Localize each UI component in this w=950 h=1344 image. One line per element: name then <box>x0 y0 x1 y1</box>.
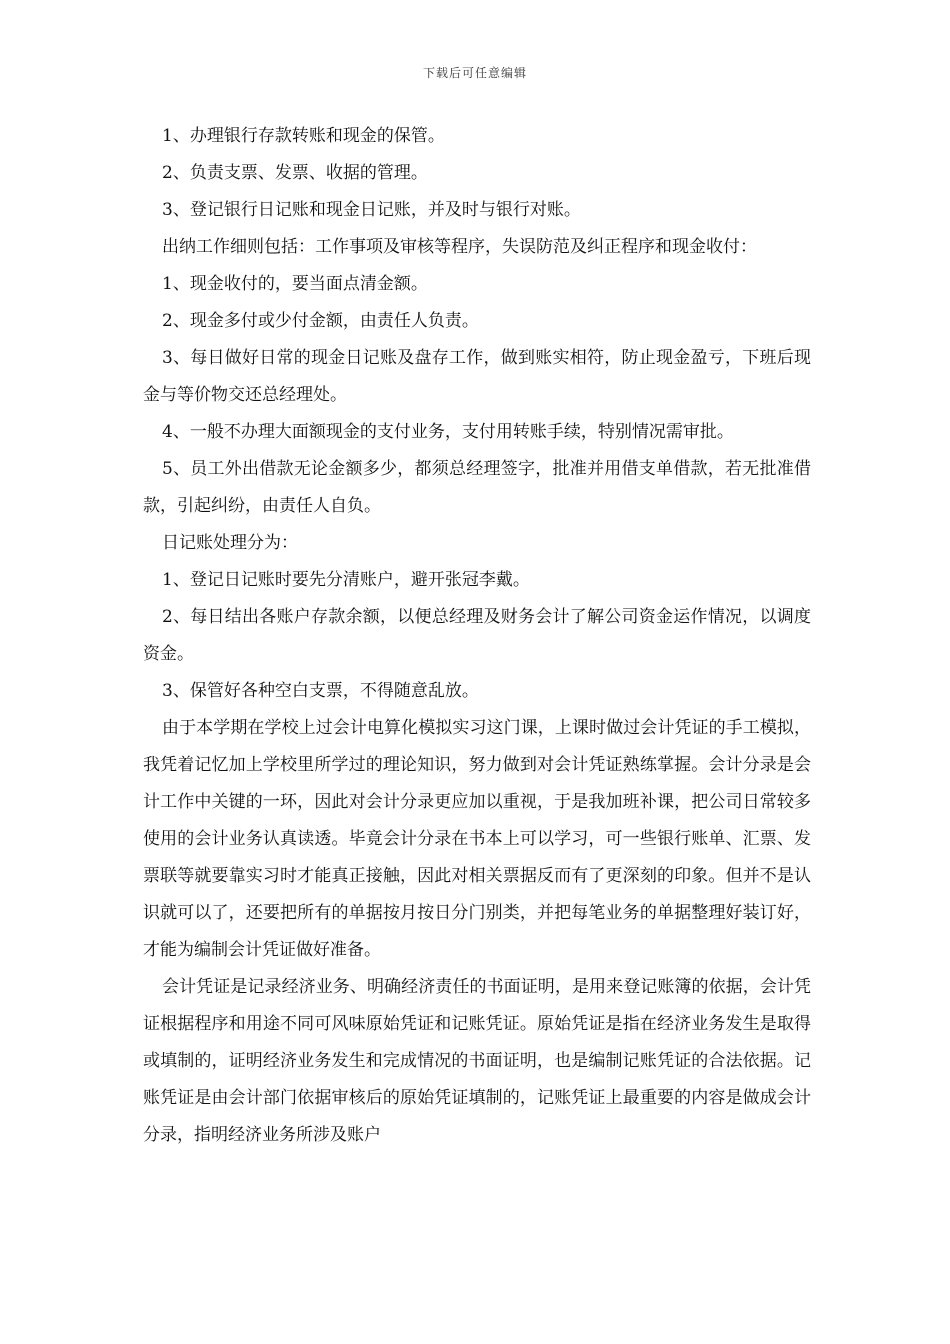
paragraph: 1、现金收付的，要当面点清金额。 <box>162 274 428 294</box>
paragraph: 出纳工作细则包括：工作事项及审核等程序，失误防范及纠正程序和现金收付： <box>162 237 757 257</box>
paragraph: 日记账处理分为： <box>162 533 298 553</box>
paragraph: 4、一般不办理大面额现金的支付业务，支付用转账手续，特别情况需审批。 <box>162 422 734 442</box>
paragraph: 1、登记日记账时要先分清账户，避开张冠李戴。 <box>162 570 530 590</box>
paragraph: 3、登记银行日记账和现金日记账，并及时与银行对账。 <box>162 200 581 220</box>
paragraph: 3、每日做好日常的现金日记账及盘存工作，做到账实相符，防止现金盈亏，下班后现金与等价物交还总经理处。 <box>143 348 811 405</box>
paragraph: 5、员工外出借款无论金额多少，都须总经理签字，批准并用借支单借款，若无批准借款，引起纠纷，由责任人自负。 <box>143 459 811 516</box>
paragraph: 会计凭证是记录经济业务、明确经济责任的书面证明，是用来登记账簿的依据，会计凭证根据程序和用途不同可风味原始凭证和记账凭证。原始凭证是指在经济业务发生是取得或填制的，证明经济业务发生和完成情况的书面证明，也是编制记账凭证的合法依据。记账凭证是由会计部门依据审核后的原始凭证填制的，记账凭证上最重要的内容是做成会计分录，指明经济业务所涉及账户 <box>143 977 811 1145</box>
paragraph: 2、每日结出各账户存款余额，以便总经理及财务会计了解公司资金运作情况，以调度资金。 <box>143 607 811 664</box>
page-header: 下载后可任意编辑 <box>422 66 527 80</box>
paragraph: 由于本学期在学校上过会计电算化模拟实习这门课，上课时做过会计凭证的手工模拟，我凭着记忆加上学校里所学过的理论知识，努力做到对会计凭证熟练掌握。会计分录是会计工作中关键的一环，因此对会计分录更应加以重视，于是我加班补课，把公司日常较多使用的会计业务认真读透。毕竟会计分录在书本上可以学习，可一些银行账单、汇票、发票联等就要靠实习时才能真正接触，因此对相关票据反而有了更深刻的印象。但并不是认识就可以了，还要把所有的单据按月按日分门别类，并把每笔业务的单据整理好装订好，才能为编制会计凭证做好准备。 <box>143 718 811 960</box>
document-body <box>143 118 811 1154</box>
paragraph: 3、保管好各种空白支票，不得随意乱放。 <box>162 681 479 701</box>
paragraph: 2、现金多付或少付金额，由责任人负责。 <box>162 311 479 331</box>
paragraph: 2、负责支票、发票、收据的管理。 <box>162 163 428 183</box>
paragraph: 1、办理银行存款转账和现金的保管。 <box>162 126 445 146</box>
